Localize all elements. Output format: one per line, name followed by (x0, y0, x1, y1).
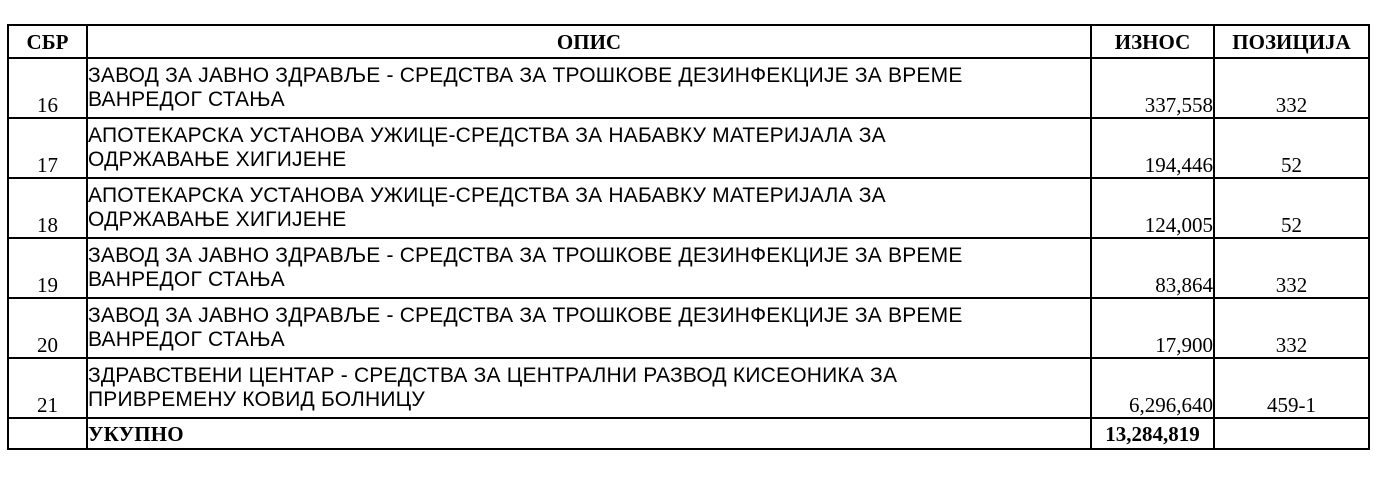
header-iznos: ИЗНОС (1091, 25, 1214, 58)
row-pozicija: 332 (1214, 298, 1369, 358)
table-row (8, 358, 1369, 418)
row-iznos: 17,900 (1091, 298, 1214, 358)
table-row (8, 118, 1369, 178)
table-body (8, 58, 1369, 449)
row-opis-line2: ВАНРЕДОГ СТАЊА (88, 88, 285, 111)
header-row (8, 25, 1369, 58)
table-row (8, 298, 1369, 358)
row-pozicija: 332 (1214, 58, 1369, 118)
row-iznos: 83,864 (1091, 238, 1214, 298)
row-sbr: 16 (8, 58, 87, 118)
row-opis (87, 298, 1091, 358)
row-opis-line2: ВАНРЕДОГ СТАЊА (88, 268, 285, 291)
table-row (8, 238, 1369, 298)
row-opis (87, 58, 1091, 118)
row-opis-line1: ЗАВОД ЗА ЈАВНО ЗДРАВЉЕ - СРЕДСТВА ЗА ТРОШКОВЕ ДЕЗИНФЕКЦИЈЕ ЗА ВРЕМЕ (88, 64, 963, 87)
row-pozicija: 459-1 (1214, 358, 1369, 418)
total-pozicija-empty (1214, 418, 1369, 449)
row-opis (87, 358, 1091, 418)
total-label: УКУПНО (87, 418, 1091, 449)
row-opis (87, 238, 1091, 298)
header-sbr: СБР (8, 25, 87, 58)
total-row (8, 418, 1369, 449)
row-opis-line1: ЗДРАВСТВЕНИ ЦЕНТАР - СРЕДСТВА ЗА ЦЕНТРАЛНИ РАЗВОД КИСЕОНИКА ЗА (88, 364, 898, 387)
total-sbr-empty (8, 418, 87, 449)
row-iznos: 194,446 (1091, 118, 1214, 178)
row-opis (87, 178, 1091, 238)
table-row (8, 58, 1369, 118)
row-pozicija: 52 (1214, 118, 1369, 178)
row-opis-line1: ЗАВОД ЗА ЈАВНО ЗДРАВЉЕ - СРЕДСТВА ЗА ТРОШКОВЕ ДЕЗИНФЕКЦИЈЕ ЗА ВРЕМЕ (88, 304, 963, 327)
table-header (8, 25, 1369, 58)
row-opis-line1: АПОТЕКАРСКА УСТАНОВА УЖИЦЕ-СРЕДСТВА ЗА НАБАВКУ МАТЕРИЈАЛА ЗА (88, 184, 886, 207)
row-opis-line1: ЗАВОД ЗА ЈАВНО ЗДРАВЉЕ - СРЕДСТВА ЗА ТРОШКОВЕ ДЕЗИНФЕКЦИЈЕ ЗА ВРЕМЕ (88, 244, 963, 267)
row-opis-line2: ОДРЖАВАЊЕ ХИГИЈЕНЕ (88, 208, 347, 231)
header-opis: ОПИС (87, 25, 1091, 58)
row-sbr: 19 (8, 238, 87, 298)
row-sbr: 17 (8, 118, 87, 178)
row-opis-line2: ОДРЖАВАЊЕ ХИГИЈЕНЕ (88, 148, 347, 171)
row-iznos: 6,296,640 (1091, 358, 1214, 418)
row-opis (87, 118, 1091, 178)
row-sbr: 21 (8, 358, 87, 418)
row-sbr: 18 (8, 178, 87, 238)
row-sbr: 20 (8, 298, 87, 358)
header-pozicija: ПОЗИЦИЈА (1214, 25, 1369, 58)
total-iznos: 13,284,819 (1091, 418, 1214, 449)
expense-table (7, 24, 1370, 450)
row-opis-line1: АПОТЕКАРСКА УСТАНОВА УЖИЦЕ-СРЕДСТВА ЗА НАБАВКУ МАТЕРИЈАЛА ЗА (88, 124, 886, 147)
row-opis-line2: ВАНРЕДОГ СТАЊА (88, 328, 285, 351)
row-iznos: 124,005 (1091, 178, 1214, 238)
row-iznos: 337,558 (1091, 58, 1214, 118)
row-pozicija: 332 (1214, 238, 1369, 298)
row-pozicija: 52 (1214, 178, 1369, 238)
row-opis-line2: ПРИВРЕМЕНУ КОВИД БОЛНИЦУ (88, 388, 425, 411)
table-row (8, 178, 1369, 238)
